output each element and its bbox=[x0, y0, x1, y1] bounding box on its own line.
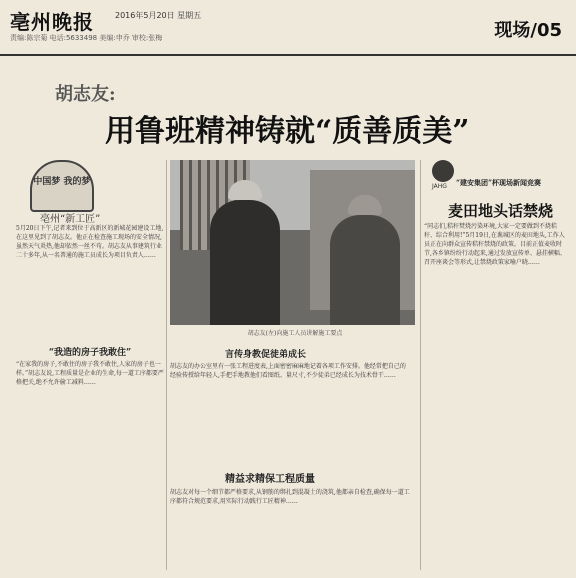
issue-date: 2016年5月20日 星期五 bbox=[115, 11, 202, 20]
middle-article-body-2: 胡志友对每一个细节都严格要求,从钢筋的绑扎到混凝土的浇筑,他都亲自检查,确保每一道工序都符合规范要求,用实际行动践行工匠精神…… bbox=[170, 489, 410, 505]
newspaper-logo: 亳州晚报 bbox=[10, 10, 94, 34]
left-column-title: 亳州“新工匠” bbox=[40, 214, 101, 225]
left-article-body-2: “在家我的房子,不敢住的房子我不敢住,人家的房子也一样。”胡志友说,工程质量是企业的生命,每一道工序都要严格把关,绝不允许偷工减料…… bbox=[16, 361, 164, 386]
main-headline: 用鲁班精神铸就“质善质美” bbox=[105, 114, 470, 149]
editor-meta: 责编:陈宗菊 电话:5633498 美编:申乔 审校:张梅 bbox=[10, 34, 163, 42]
column-divider bbox=[420, 160, 421, 570]
contest-banner: “建安集团”杯现场新闻竞赛 bbox=[456, 178, 542, 187]
photo-caption: 胡志友(左)向施工人员讲解施工要点 bbox=[247, 330, 343, 337]
left-subheading: “我造的房子我敢住” bbox=[48, 348, 132, 358]
right-article-body: “同志们,秸秆焚烧污染环境,大家一定要做到不烧秸秆、综合利用!”5月19日,在谯城区的麦田地头,工作人员正在向群众宣传秸秆禁烧的政策。目前正值麦收时节,各乡镇纷纷行动起来,通过发放宣传单、悬挂横幅、召开座谈会等形式,让禁烧政策家喻户晓…… bbox=[424, 223, 566, 266]
middle-subheading-1: 言传身教促徒弟成长 bbox=[225, 350, 307, 360]
column-divider bbox=[166, 160, 167, 570]
article-photo bbox=[170, 160, 415, 325]
middle-article-body-1: 胡志友的办公室里有一张工程进度表,上面密密麻麻地记着各项工作安排。他经常把自己的经验传授给年轻人,手把手地教他们看图纸、量尺寸,不少徒弟已经成长为技术骨干…… bbox=[170, 363, 406, 379]
photo-person-left bbox=[210, 200, 280, 325]
jahg-logo-text: JAHG bbox=[432, 183, 447, 190]
craftsman-badge-icon bbox=[30, 160, 94, 212]
badge-text: 中国梦 我的梦 bbox=[33, 177, 91, 187]
jahg-logo-icon bbox=[432, 160, 454, 182]
section-label: 现场/05 bbox=[494, 20, 562, 41]
headline-kicker: 胡志友: bbox=[55, 84, 116, 105]
right-headline: 麦田地头话禁烧 bbox=[448, 202, 554, 220]
masthead bbox=[0, 0, 576, 56]
photo-person-right bbox=[330, 215, 400, 325]
left-article-body: 5月20日下午,记者来到位于高新区的新城花园建设工地,在这里见到了胡志友。他正在检查施工现场的安全情况,虽然天气炎热,他却依然一丝不苟。胡志友从事建筑行业二十多年,从一名普通的施工员成长为项目负责人…… bbox=[16, 225, 164, 259]
middle-subheading-2: 精益求精保工程质量 bbox=[225, 474, 315, 485]
